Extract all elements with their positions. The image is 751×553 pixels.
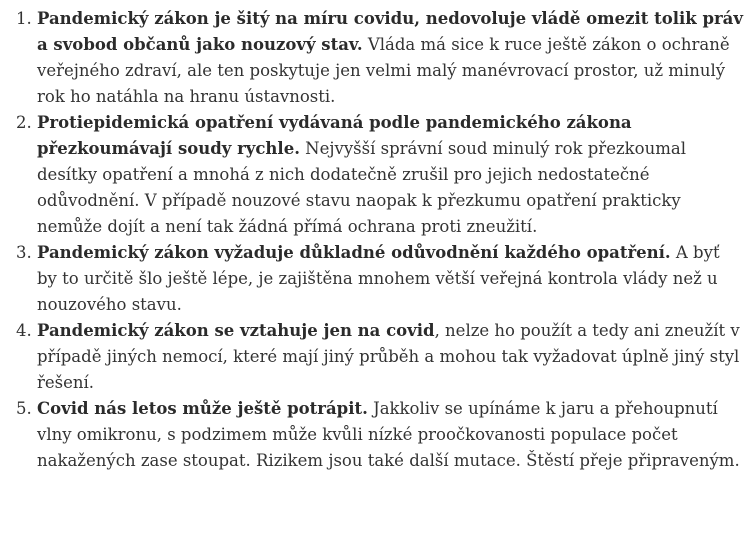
list-item-text: A byť by to určitě šlo ještě lépe, je zajištěna mnohem větší veřejná kontrola vlády než u nouzového stavu. [37, 243, 720, 314]
list-item [0, 318, 744, 396]
list-item [0, 110, 744, 240]
numbered-list [0, 6, 744, 474]
list-item-number: 5. [16, 399, 32, 418]
list-item-number: 2. [16, 113, 32, 132]
list-item-number: 3. [16, 243, 32, 262]
list-item-bold-lead: Covid nás letos může ještě potrápit. [37, 399, 368, 418]
list-item-text: Nejvyšší správní soud minulý rok přezkoumal desítky opatření a mnohá z nich dodatečně zrušil pro jejich nedostatečné odůvodnění. V případě nouzové stavu naopak k přezkumu opatření prakticky nemůže dojít a není tak žádná přímá ochrana proti zneužití. [37, 139, 686, 236]
list-item-number: 4. [16, 321, 32, 340]
list-item-bold-lead: Pandemický zákon se vztahuje jen na covid [37, 321, 435, 340]
list-item-bold-lead: Protiepidemická opatření vydávaná podle pandemického zákona přezkoumávají soudy rychle. [37, 113, 632, 158]
list-item-text: Jakkoliv se upínáme k jaru a přehoupnutí vlny omikronu, s podzimem může kvůli nízké proočkovanosti populace počet nakažených zase stoupat. Rizikem jsou také další mutace. Štěstí přeje připraveným. [37, 399, 740, 470]
list-item [0, 240, 744, 318]
list-item-number: 1. [16, 9, 32, 28]
list-item-bold-lead: Pandemický zákon vyžaduje důkladné odůvodnění každého opatření. [37, 243, 671, 262]
list-item-text: Vláda má sice k ruce ještě zákon o ochraně veřejného zdraví, ale ten poskytuje jen velmi malý manévrovací prostor, už minulý rok ho natáhla na hranu ústavnosti. [37, 35, 730, 106]
list-item-bold-lead: Pandemický zákon je šitý na míru covidu, nedovoluje vládě omezit tolik práv a svobod občanů jako nouzový stav. [37, 9, 743, 54]
list-item-text: , nelze ho použít a tedy ani zneužít v případě jiných nemocí, které mají jiný průběh a mohou tak vyžadovat úplně jiný styl řešení. [37, 321, 740, 392]
list-item [0, 6, 744, 110]
list-item [0, 396, 744, 474]
